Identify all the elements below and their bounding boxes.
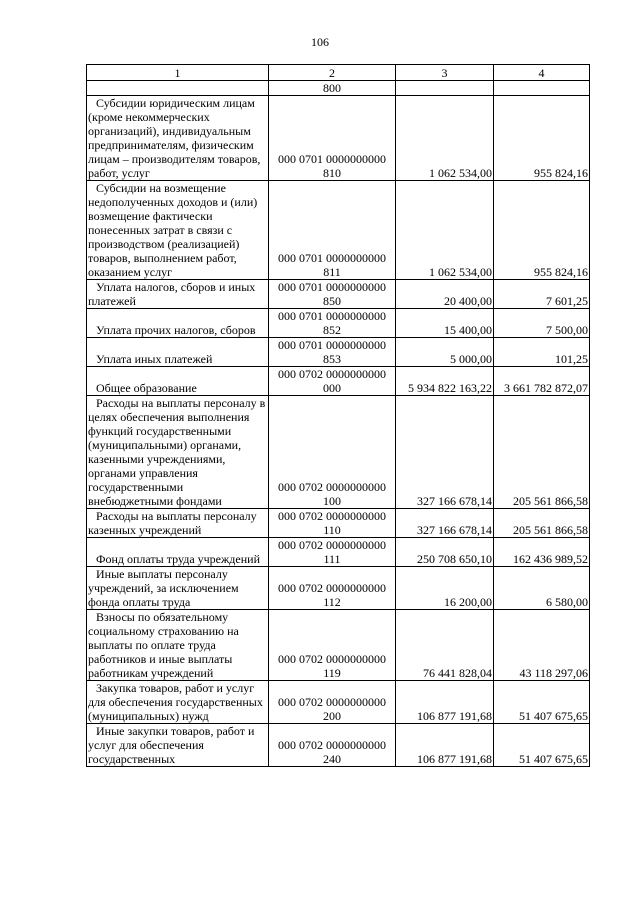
row-actual-value-cell (494, 81, 590, 96)
row-name-cell (87, 81, 269, 96)
table-row (87, 509, 590, 538)
row-code-cell: 000 0702 0000000000 119 (269, 610, 396, 681)
row-code-cell: 000 0702 0000000000 240 (269, 724, 396, 767)
row-code-cell: 000 0702 0000000000 111 (269, 538, 396, 567)
row-actual-value-cell: 205 561 866,58 (494, 509, 590, 538)
row-actual-value-cell: 955 824,16 (494, 181, 590, 280)
row-name-cell: Уплата прочих налогов, сборов (87, 309, 269, 338)
row-name-cell: Фонд оплаты труда учреждений (87, 538, 269, 567)
page-number: 106 (311, 35, 329, 49)
table-row (87, 396, 590, 509)
row-plan-value-cell: 20 400,00 (396, 280, 494, 309)
row-name-cell: Уплата налогов, сборов и иных платежей (87, 280, 269, 309)
row-plan-value-cell: 15 400,00 (396, 309, 494, 338)
row-name-cell: Взносы по обязательному социальному страхованию на выплаты по оплате труда работников и иные выплаты работникам учреждений (87, 610, 269, 681)
row-plan-value-cell: 327 166 678,14 (396, 396, 494, 509)
column-header-2: 2 (269, 65, 396, 81)
row-actual-value-cell: 101,25 (494, 338, 590, 367)
row-code-cell: 000 0702 0000000000 200 (269, 681, 396, 724)
row-name-cell: Общее образование (87, 367, 269, 396)
row-plan-value-cell: 1 062 534,00 (396, 181, 494, 280)
table-row (87, 681, 590, 724)
row-actual-value-cell: 51 407 675,65 (494, 681, 590, 724)
row-actual-value-cell: 43 118 297,06 (494, 610, 590, 681)
row-actual-value-cell: 7 601,25 (494, 280, 590, 309)
column-header-1: 1 (87, 65, 269, 81)
table-row (87, 567, 590, 610)
table-row (87, 538, 590, 567)
table-row (87, 96, 590, 181)
table-header-row (87, 65, 590, 81)
column-header-3: 3 (396, 65, 494, 81)
table-row (87, 724, 590, 767)
row-code-cell: 000 0702 0000000000 110 (269, 509, 396, 538)
table-row (87, 338, 590, 367)
row-name-cell: Уплата иных платежей (87, 338, 269, 367)
row-plan-value-cell: 106 877 191,68 (396, 724, 494, 767)
row-name-cell: Иные выплаты персоналу учреждений, за исключением фонда оплаты труда (87, 567, 269, 610)
row-plan-value-cell: 250 708 650,10 (396, 538, 494, 567)
row-actual-value-cell: 6 580,00 (494, 567, 590, 610)
row-actual-value-cell: 51 407 675,65 (494, 724, 590, 767)
row-plan-value-cell: 1 062 534,00 (396, 96, 494, 181)
row-code-cell: 000 0702 0000000000 112 (269, 567, 396, 610)
table-row (87, 610, 590, 681)
row-name-cell: Иные закупки товаров, работ и услуг для обеспечения государственных (87, 724, 269, 767)
column-header-4: 4 (494, 65, 590, 81)
row-plan-value-cell: 106 877 191,68 (396, 681, 494, 724)
row-actual-value-cell: 162 436 989,52 (494, 538, 590, 567)
table-row (87, 309, 590, 338)
row-plan-value-cell: 5 934 822 163,22 (396, 367, 494, 396)
row-name-cell: Закупка товаров, работ и услуг для обеспечения государственных (муниципальных) нужд (87, 681, 269, 724)
row-code-cell: 000 0701 0000000000 810 (269, 96, 396, 181)
row-code-cell: 000 0701 0000000000 852 (269, 309, 396, 338)
row-plan-value-cell: 16 200,00 (396, 567, 494, 610)
row-plan-value-cell (396, 81, 494, 96)
row-code-cell: 000 0701 0000000000 853 (269, 338, 396, 367)
row-plan-value-cell: 5 000,00 (396, 338, 494, 367)
row-actual-value-cell: 205 561 866,58 (494, 396, 590, 509)
row-name-cell: Субсидии юридическим лицам (кроме некоммерческих организаций), индивидуальным предпринимателям, физическим лицам – производителям товаров, работ, услуг (87, 96, 269, 181)
row-code-cell: 000 0702 0000000000 000 (269, 367, 396, 396)
table-row (87, 280, 590, 309)
row-code-cell: 000 0702 0000000000 100 (269, 396, 396, 509)
row-actual-value-cell: 7 500,00 (494, 309, 590, 338)
row-actual-value-cell: 3 661 782 872,07 (494, 367, 590, 396)
row-name-cell: Расходы на выплаты персоналу в целях обеспечения выполнения функций государственными (муниципальными) органами, казенными учреждениями, органами управления государственными внебюджетными фондами (87, 396, 269, 509)
row-name-cell: Субсидии на возмещение недополученных доходов и (или) возмещение фактически понесенных затрат в связи с производством (реализацией) товаров, выполнением работ, оказанием услуг (87, 181, 269, 280)
table-row (87, 181, 590, 280)
budget-table (86, 64, 590, 767)
row-plan-value-cell: 327 166 678,14 (396, 509, 494, 538)
row-code-cell: 000 0701 0000000000 811 (269, 181, 396, 280)
row-code-cell: 800 (269, 81, 396, 96)
row-actual-value-cell: 955 824,16 (494, 96, 590, 181)
table-row (87, 367, 590, 396)
row-code-cell: 000 0701 0000000000 850 (269, 280, 396, 309)
table-row (87, 81, 590, 96)
row-name-cell: Расходы на выплаты персоналу казенных учреждений (87, 509, 269, 538)
row-plan-value-cell: 76 441 828,04 (396, 610, 494, 681)
